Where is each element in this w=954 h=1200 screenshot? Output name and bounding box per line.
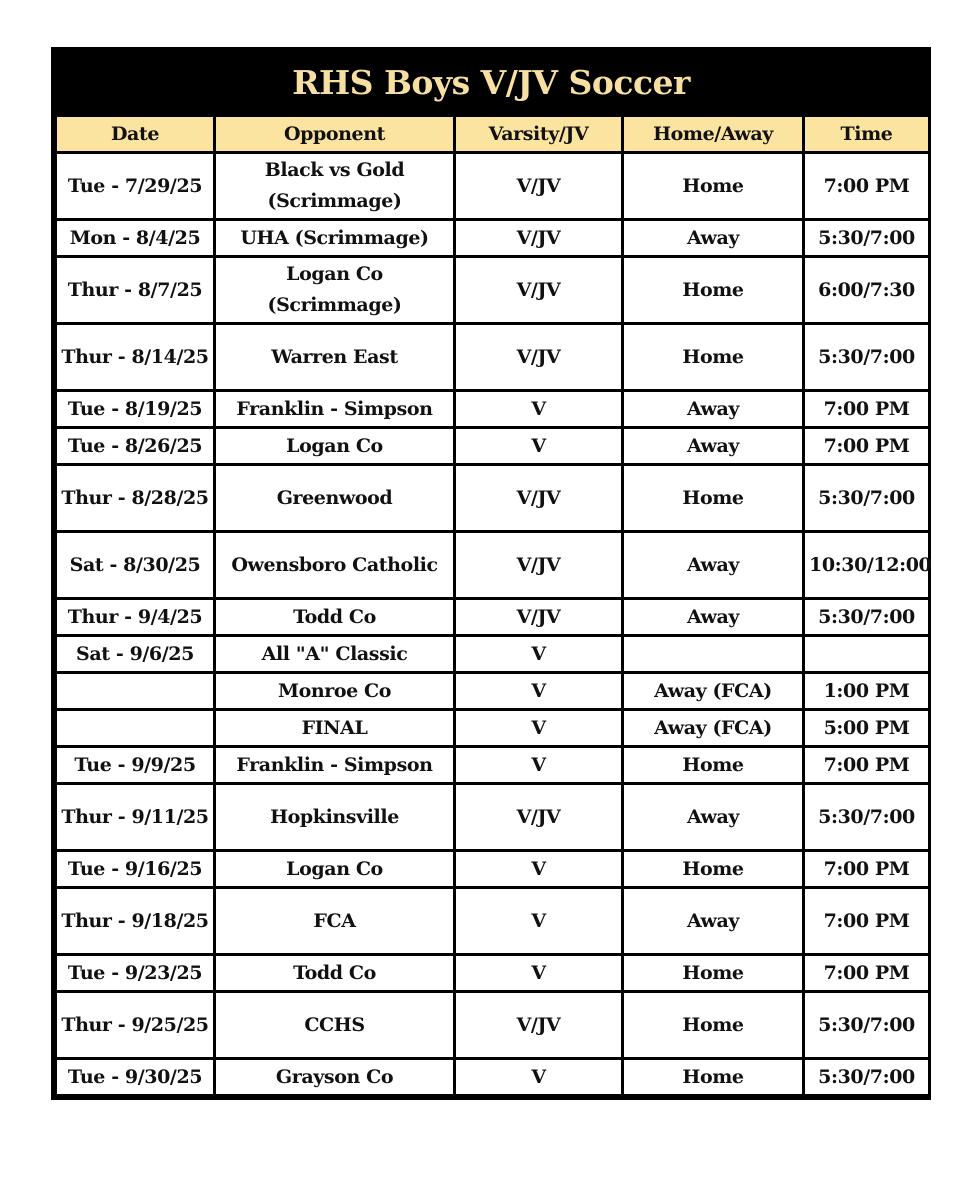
cell-location: Home xyxy=(623,324,804,391)
cell-opponent: Todd Co xyxy=(215,599,455,636)
cell-opponent: Black vs Gold (Scrimmage) xyxy=(215,153,455,220)
table-row xyxy=(56,599,930,636)
cell-level: V/JV xyxy=(455,784,623,851)
cell-time: 7:00 PM xyxy=(804,888,930,955)
cell-location: Home xyxy=(623,955,804,992)
cell-opponent: Greenwood xyxy=(215,465,455,532)
cell-level: V/JV xyxy=(455,220,623,257)
cell-level: V xyxy=(455,636,623,673)
table-row xyxy=(56,992,930,1059)
cell-location: Away xyxy=(623,220,804,257)
cell-date: Thur - 9/4/25 xyxy=(56,599,215,636)
table-row xyxy=(56,955,930,992)
cell-opponent: CCHS xyxy=(215,992,455,1059)
cell-opponent: Todd Co xyxy=(215,955,455,992)
cell-level: V xyxy=(455,673,623,710)
cell-date: Sat - 9/6/25 xyxy=(56,636,215,673)
cell-opponent: Franklin - Simpson xyxy=(215,391,455,428)
cell-time xyxy=(804,636,930,673)
table-row xyxy=(56,784,930,851)
table-row xyxy=(56,391,930,428)
schedule-title: RHS Boys V/JV Soccer xyxy=(54,50,928,114)
table-row xyxy=(56,153,930,220)
cell-level: V xyxy=(455,391,623,428)
cell-opponent: FCA xyxy=(215,888,455,955)
table-row xyxy=(56,636,930,673)
cell-location: Home xyxy=(623,747,804,784)
cell-opponent: Franklin - Simpson xyxy=(215,747,455,784)
table-row xyxy=(56,710,930,747)
cell-time: 5:30/7:00 xyxy=(804,992,930,1059)
cell-time: 7:00 PM xyxy=(804,747,930,784)
cell-location: Away xyxy=(623,391,804,428)
cell-level: V xyxy=(455,888,623,955)
cell-date xyxy=(56,710,215,747)
cell-location: Home xyxy=(623,257,804,324)
cell-opponent: All "A" Classic xyxy=(215,636,455,673)
cell-time: 5:30/7:00 xyxy=(804,1059,930,1096)
cell-time: 6:00/7:30 xyxy=(804,257,930,324)
cell-date: Thur - 9/25/25 xyxy=(56,992,215,1059)
table-row xyxy=(56,220,930,257)
table-row xyxy=(56,465,930,532)
cell-location: Away xyxy=(623,532,804,599)
cell-location: Home xyxy=(623,153,804,220)
cell-opponent: Owensboro Catholic xyxy=(215,532,455,599)
table-row xyxy=(56,673,930,710)
cell-date: Tue - 9/30/25 xyxy=(56,1059,215,1096)
cell-date: Tue - 8/26/25 xyxy=(56,428,215,465)
cell-location: Home xyxy=(623,992,804,1059)
cell-time: 7:00 PM xyxy=(804,955,930,992)
cell-date: Tue - 9/9/25 xyxy=(56,747,215,784)
cell-location xyxy=(623,636,804,673)
cell-date: Thur - 9/18/25 xyxy=(56,888,215,955)
cell-location: Away xyxy=(623,599,804,636)
cell-location: Away xyxy=(623,888,804,955)
cell-date: Tue - 8/19/25 xyxy=(56,391,215,428)
cell-location: Home xyxy=(623,1059,804,1096)
table-row xyxy=(56,851,930,888)
cell-opponent: Logan Co xyxy=(215,428,455,465)
cell-time: 7:00 PM xyxy=(804,851,930,888)
cell-time: 7:00 PM xyxy=(804,391,930,428)
cell-time: 1:00 PM xyxy=(804,673,930,710)
cell-date: Mon - 8/4/25 xyxy=(56,220,215,257)
cell-time: 7:00 PM xyxy=(804,428,930,465)
table-row xyxy=(56,428,930,465)
cell-time: 5:30/7:00 xyxy=(804,220,930,257)
header-time: Time xyxy=(804,116,930,153)
cell-level: V xyxy=(455,955,623,992)
cell-time: 5:00 PM xyxy=(804,710,930,747)
cell-date: Thur - 9/11/25 xyxy=(56,784,215,851)
header-home-away: Home/Away xyxy=(623,116,804,153)
cell-opponent: Logan Co (Scrimmage) xyxy=(215,257,455,324)
cell-level: V/JV xyxy=(455,324,623,391)
cell-level: V/JV xyxy=(455,153,623,220)
cell-level: V xyxy=(455,851,623,888)
cell-location: Away (FCA) xyxy=(623,710,804,747)
cell-level: V xyxy=(455,710,623,747)
cell-opponent: FINAL xyxy=(215,710,455,747)
cell-location: Home xyxy=(623,851,804,888)
cell-level: V/JV xyxy=(455,257,623,324)
cell-level: V xyxy=(455,1059,623,1096)
cell-opponent: Grayson Co xyxy=(215,1059,455,1096)
table-row xyxy=(56,1059,930,1096)
cell-level: V/JV xyxy=(455,465,623,532)
cell-date: Tue - 7/29/25 xyxy=(56,153,215,220)
cell-date: Thur - 8/14/25 xyxy=(56,324,215,391)
header-varsity-jv: Varsity/JV xyxy=(455,116,623,153)
table-row xyxy=(56,532,930,599)
header-date: Date xyxy=(56,116,215,153)
cell-level: V xyxy=(455,428,623,465)
table-row xyxy=(56,257,930,324)
cell-date: Sat - 8/30/25 xyxy=(56,532,215,599)
cell-level: V/JV xyxy=(455,532,623,599)
cell-opponent: Hopkinsville xyxy=(215,784,455,851)
cell-time: 5:30/7:00 xyxy=(804,324,930,391)
table-row xyxy=(56,888,930,955)
cell-date: Thur - 8/28/25 xyxy=(56,465,215,532)
cell-time: 10:30/12:00 xyxy=(804,532,930,599)
header-row xyxy=(56,116,930,153)
cell-location: Away (FCA) xyxy=(623,673,804,710)
cell-time: 5:30/7:00 xyxy=(804,465,930,532)
schedule-table xyxy=(54,114,931,1097)
cell-time: 5:30/7:00 xyxy=(804,784,930,851)
cell-date: Tue - 9/23/25 xyxy=(56,955,215,992)
cell-opponent: UHA (Scrimmage) xyxy=(215,220,455,257)
cell-opponent: Logan Co xyxy=(215,851,455,888)
cell-location: Home xyxy=(623,465,804,532)
table-row xyxy=(56,324,930,391)
cell-level: V/JV xyxy=(455,599,623,636)
cell-level: V xyxy=(455,747,623,784)
cell-level: V/JV xyxy=(455,992,623,1059)
cell-date: Thur - 8/7/25 xyxy=(56,257,215,324)
cell-opponent: Warren East xyxy=(215,324,455,391)
cell-date xyxy=(56,673,215,710)
cell-date: Tue - 9/16/25 xyxy=(56,851,215,888)
table-row xyxy=(56,747,930,784)
cell-opponent: Monroe Co xyxy=(215,673,455,710)
cell-time: 5:30/7:00 xyxy=(804,599,930,636)
cell-location: Away xyxy=(623,784,804,851)
header-opponent: Opponent xyxy=(215,116,455,153)
cell-location: Away xyxy=(623,428,804,465)
schedule-sheet xyxy=(51,47,931,1100)
cell-time: 7:00 PM xyxy=(804,153,930,220)
